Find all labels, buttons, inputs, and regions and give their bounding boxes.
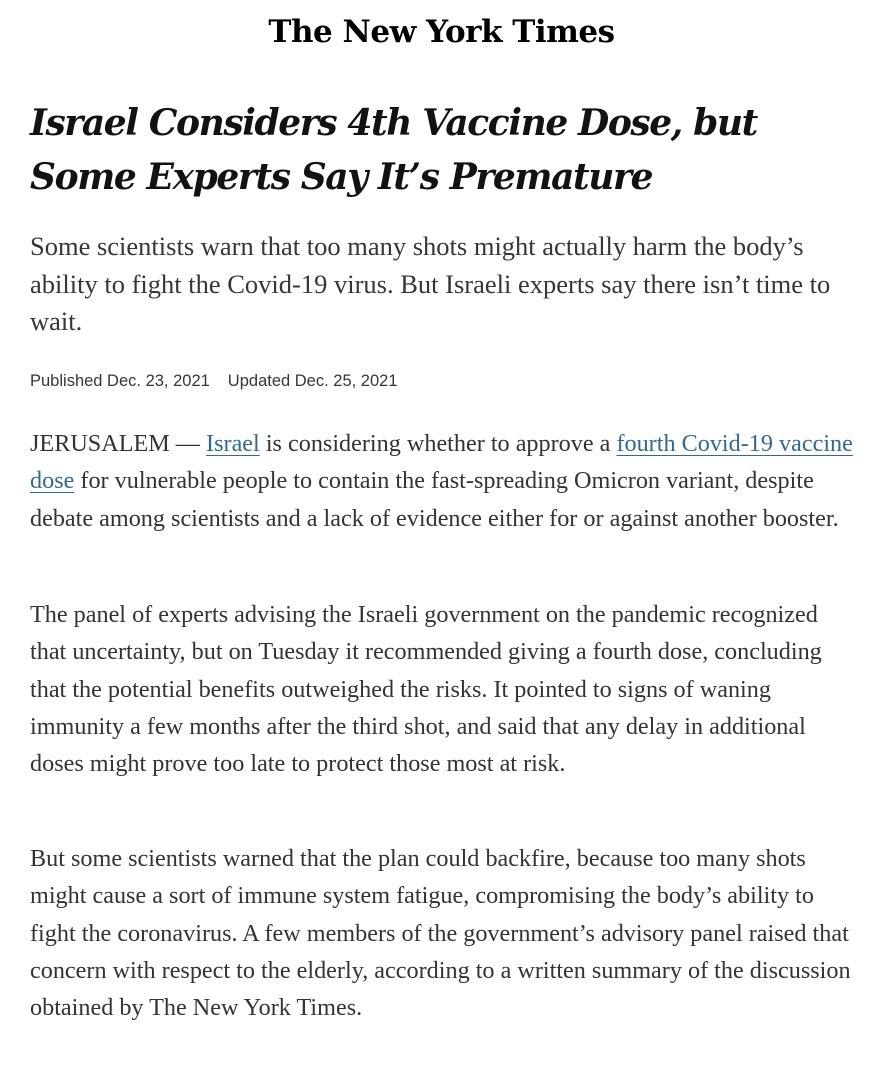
summary: Some scientists warn that too many shots might actually harm the body’s ability to fight the Covid-19 virus. But Israeli experts say there isn’t time to wait. — [30, 231, 831, 336]
body-paragraph-2: The panel of experts advising the Israeli government on the pandemic recognized that uncertainty, but on Tuesday it recommended giving a fourth dose, concluding that the potential benefits outweighed the risks. It pointed to signs of waning immunity a few months after the third shot, and said that any delay in additional doses might prove too late to protect those most at risk. — [30, 601, 822, 778]
body-paragraph-1 — [30, 425, 860, 537]
headline: Israel Considers 4th Vaccine Dose, but Some Experts Say It’s Premature — [30, 102, 757, 198]
nyt-logo[interactable]: The New York Times — [268, 14, 615, 50]
updated-date: Updated Dec. 25, 2021 — [227, 372, 398, 390]
dateline-location: JERUSALEM — — [30, 430, 207, 457]
body-paragraph-3: But some scientists warned that the plan could backfire, because too many shots might cause a sort of immune system fatigue, compromising the body’s ability to fight the coronavirus. A few members of the government’s advisory panel raised that concern with respect to the elderly, according to a written summary of the discussion obtained by The New York Times. — [30, 845, 851, 1022]
paragraph-text: is considering whether to approve a — [259, 430, 617, 457]
published-date: Published Dec. 23, 2021 — [30, 372, 210, 390]
publish-dates — [30, 369, 398, 393]
link-fourth-dose[interactable]: fourth Covid-19 vaccine dose — [30, 430, 853, 495]
link-israel[interactable]: Israel — [206, 430, 260, 457]
paragraph-text: for vulnerable people to contain the fast-spreading Omicron variant, despite debate among scientists and a lack of evidence either for or against another booster. — [30, 467, 839, 532]
